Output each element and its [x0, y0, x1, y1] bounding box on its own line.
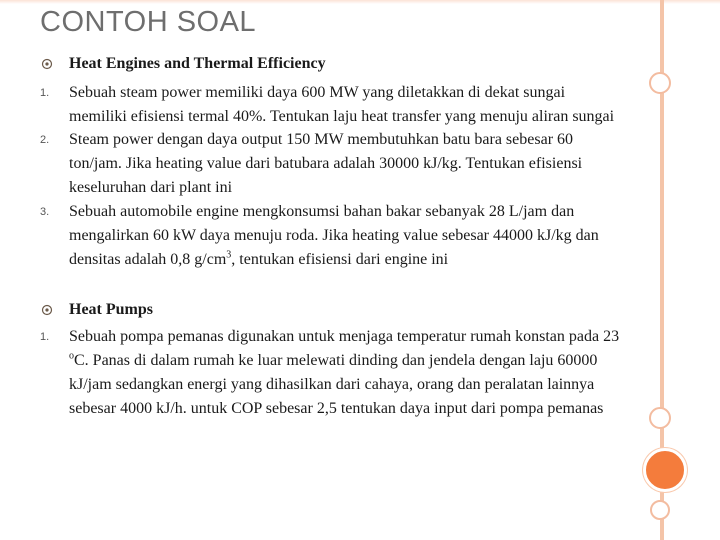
item-text: Steam power dengan daya output 150 MW membutuhkan batu bara sebesar 60 ton/jam. Jika heating value dari batubara adalah 30000 kJ/kg. Tentukan efisiensi keseluruhan dari plant ini	[69, 131, 583, 196]
top-frame-strip	[0, 0, 720, 4]
list-item	[0, 128, 700, 200]
degree-symbol: o	[69, 350, 74, 362]
decorative-circle-accent	[643, 448, 687, 492]
slide-title: CONTOH SOAL	[40, 6, 257, 38]
item-text-part: , tentukan efisiensi dari engine ini	[231, 251, 449, 268]
bullet-icon	[41, 58, 53, 70]
item-text: Sebuah steam power memiliki daya 600 MW yang diletakkan di dekat sungai memiliki efisiensi termal 40%. Tentukan laju heat transfer yang menuju aliran sungai	[69, 84, 615, 125]
item-number: 3.	[40, 206, 50, 218]
list-item	[0, 81, 700, 129]
item-text-part: Sebuah pompa pemanas digunakan untuk menjaga temperatur rumah konstan pada 23	[69, 328, 620, 345]
decorative-circle-bottom	[650, 500, 670, 520]
section-heading-row	[0, 298, 700, 322]
item-number: 1.	[40, 331, 50, 343]
item-number: 1.	[40, 87, 50, 99]
item-text-part: Sebuah automobile engine mengkonsumsi bahan bakar sebanyak 28 L/jam dan mengalirkan 60 kW daya menuju roda. Jika heating value sebesar 44000 kJ/kg dan densitas adalah 0,8 g/cm	[69, 203, 599, 268]
section-heading-row	[0, 52, 700, 76]
bullet-icon	[41, 304, 53, 316]
superscript-exponent: 3	[226, 249, 232, 261]
item-text-part: C. Panas di dalam rumah ke luar melewati dinding dan jendela dengan laju 60000 kJ/jam sedangkan energi yang dihasilkan dari cahaya, orang dan peralatan lainnya sebesar 4000 kJ/h. untuk COP sebesar 2,5 tentukan daya input dari pompa pemanas	[69, 352, 604, 417]
item-text	[69, 325, 699, 421]
section-heading-heat-engines: Heat Engines and Thermal Efficiency	[69, 55, 326, 72]
list-item	[0, 200, 700, 272]
item-text	[69, 200, 699, 272]
list-item	[0, 325, 700, 421]
item-number: 2.	[40, 134, 50, 146]
section-heading-heat-pumps: Heat Pumps	[69, 301, 153, 318]
